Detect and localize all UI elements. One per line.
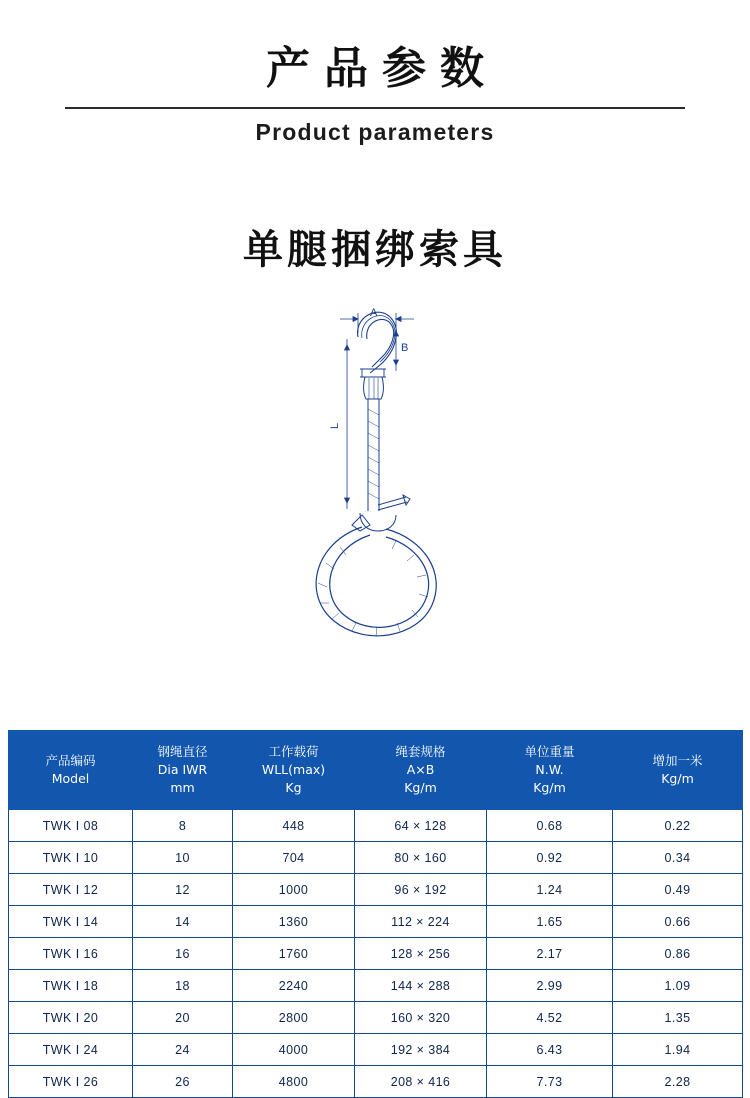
cell-sleeve-size: 128 × 256 — [355, 938, 487, 970]
product-name-cn: 单腿捆绑索具 — [243, 226, 507, 273]
specification-table — [8, 730, 743, 1098]
cell-diameter: 18 — [133, 970, 233, 1002]
cell-sleeve-size: 208 × 416 — [355, 1066, 487, 1098]
cell-diameter: 10 — [133, 842, 233, 874]
column-header-per-meter: 增加一米 Kg/m — [613, 731, 743, 810]
page-header — [0, 0, 750, 146]
product-drawing — [0, 299, 750, 659]
cell-sleeve-size: 96 × 192 — [355, 874, 487, 906]
cell-diameter: 16 — [133, 938, 233, 970]
cell-per-meter: 1.35 — [613, 1002, 743, 1034]
sling-diagram — [210, 299, 540, 659]
cell-model: TWK Ⅰ 18 — [9, 970, 133, 1002]
cell-sleeve-size: 160 × 320 — [355, 1002, 487, 1034]
table-header-row — [9, 731, 743, 810]
cell-per-meter: 0.86 — [613, 938, 743, 970]
cell-wll: 1360 — [233, 906, 355, 938]
cell-net-weight: 0.68 — [487, 810, 613, 842]
cell-per-meter: 0.22 — [613, 810, 743, 842]
table-row — [9, 1002, 743, 1034]
cell-net-weight: 1.65 — [487, 906, 613, 938]
page-title-cn: 产品参数 — [266, 43, 498, 94]
table-row — [9, 874, 743, 906]
cell-per-meter: 2.28 — [613, 1066, 743, 1098]
cell-net-weight: 1.24 — [487, 874, 613, 906]
cell-model: TWK Ⅰ 16 — [9, 938, 133, 970]
cell-model: TWK Ⅰ 26 — [9, 1066, 133, 1098]
cell-sleeve-size: 112 × 224 — [355, 906, 487, 938]
cell-wll: 2240 — [233, 970, 355, 1002]
cell-model: TWK Ⅰ 20 — [9, 1002, 133, 1034]
page-title-en: Product parameters — [255, 118, 495, 145]
column-header-sleeve-size: 绳套规格 A×B Kg/m — [355, 731, 487, 810]
cell-net-weight: 4.52 — [487, 1002, 613, 1034]
column-header-net-weight: 单位重量 N.W. Kg/m — [487, 731, 613, 810]
table-row — [9, 842, 743, 874]
table-row — [9, 1034, 743, 1066]
cell-sleeve-size: 144 × 288 — [355, 970, 487, 1002]
cell-wll: 4800 — [233, 1066, 355, 1098]
cell-net-weight: 0.92 — [487, 842, 613, 874]
cell-net-weight: 2.17 — [487, 938, 613, 970]
cell-sleeve-size: 80 × 160 — [355, 842, 487, 874]
dimension-b-label: B — [401, 341, 409, 354]
table-row — [9, 970, 743, 1002]
cell-wll: 1000 — [233, 874, 355, 906]
table-row — [9, 938, 743, 970]
table-body — [9, 810, 743, 1098]
table-row — [9, 810, 743, 842]
table-row — [9, 906, 743, 938]
cell-model: TWK Ⅰ 12 — [9, 874, 133, 906]
cell-diameter: 26 — [133, 1066, 233, 1098]
cell-per-meter: 0.66 — [613, 906, 743, 938]
cell-wll: 704 — [233, 842, 355, 874]
cell-model: TWK Ⅰ 08 — [9, 810, 133, 842]
cell-diameter: 20 — [133, 1002, 233, 1034]
dimension-l-label: L — [329, 422, 341, 429]
cell-wll: 448 — [233, 810, 355, 842]
column-header-diameter: 钢绳直径 Dia IWR mm — [133, 731, 233, 810]
table-header — [9, 731, 743, 810]
table-row — [9, 1066, 743, 1098]
cell-wll: 4000 — [233, 1034, 355, 1066]
cell-per-meter: 1.94 — [613, 1034, 743, 1066]
cell-per-meter: 1.09 — [613, 970, 743, 1002]
cell-sleeve-size: 64 × 128 — [355, 810, 487, 842]
column-header-wll: 工作载荷 WLL(max) Kg — [233, 731, 355, 810]
cell-diameter: 8 — [133, 810, 233, 842]
cell-per-meter: 0.34 — [613, 842, 743, 874]
cell-net-weight: 7.73 — [487, 1066, 613, 1098]
cell-per-meter: 0.49 — [613, 874, 743, 906]
dimension-a-label: A — [370, 306, 378, 319]
cell-wll: 1760 — [233, 938, 355, 970]
cell-diameter: 24 — [133, 1034, 233, 1066]
cell-net-weight: 6.43 — [487, 1034, 613, 1066]
cell-model: TWK Ⅰ 14 — [9, 906, 133, 938]
cell-wll: 2800 — [233, 1002, 355, 1034]
header-divider — [65, 107, 685, 109]
cell-diameter: 14 — [133, 906, 233, 938]
cell-model: TWK Ⅰ 24 — [9, 1034, 133, 1066]
column-header-model: 产品编码 Model — [9, 731, 133, 810]
cell-model: TWK Ⅰ 10 — [9, 842, 133, 874]
cell-net-weight: 2.99 — [487, 970, 613, 1002]
specification-table-wrapper — [8, 730, 742, 1098]
cell-diameter: 12 — [133, 874, 233, 906]
cell-sleeve-size: 192 × 384 — [355, 1034, 487, 1066]
